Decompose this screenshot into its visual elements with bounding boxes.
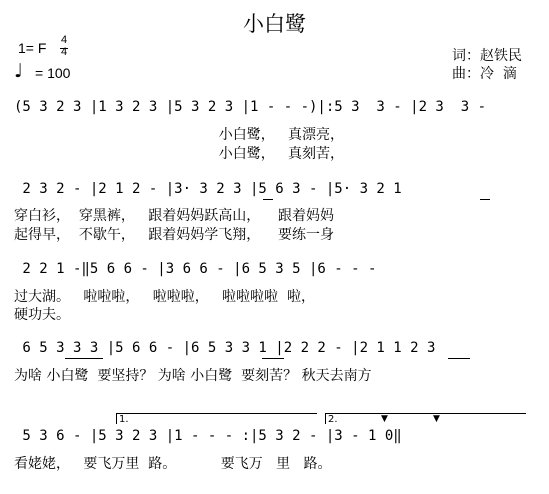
- composer-credit: 曲：冷 滴: [452, 66, 517, 82]
- notation-line-3: 2 2 1 -‖5 6 6 - |3 6 6 - |6 5 3 5 |6 - - -: [14, 261, 385, 277]
- notation-line-1: (5 3 2 3 |1 3 2 3 |5 3 2 3 |1 - - -)|:5 3 3 - |2 3 3 -: [14, 99, 495, 115]
- underline-beam: [480, 199, 490, 200]
- underline-beam: [262, 358, 284, 359]
- time-signature-top: 4: [61, 34, 68, 46]
- lyrics-line-2a: 穿白衫， 穿黑裤， 跟着妈妈跃高山， 跟着妈妈: [14, 208, 335, 224]
- first-ending-bracket: [116, 413, 317, 424]
- lyrics-line-1a: 小白鹭， 真漂亮，: [14, 127, 345, 143]
- accent-mark: ▼: [433, 414, 440, 424]
- lyrics-line-4: 为啥 小白鹭 要坚持？ 为啥 小白鹭 要刻苦？ 秋天去南方: [14, 368, 372, 384]
- underline-beam: [65, 358, 103, 359]
- lyricist-credit: 词：赵铁民: [452, 48, 522, 64]
- second-ending-bracket: [325, 413, 526, 424]
- lyrics-line-2b: 起得早， 不歇午， 跟着妈妈学飞翔， 要练一身: [14, 227, 335, 243]
- lyrics-line-5: 看姥姥， 要飞万里 路。 要飞万 里 路。: [14, 456, 332, 472]
- underline-beam: [448, 358, 470, 359]
- second-ending-label: 2.: [328, 414, 338, 425]
- accent-mark: ▼: [381, 414, 388, 424]
- notation-line-5: 5 3 6 - |5 3 2 3 |1 - - - :|5 3 2 - |3 - 1 0‖: [14, 428, 402, 444]
- notation-line-2: 2 3 2 - |2 1 2 - |3· 3 2 3 |5 6 3 - |5· 3 2 1: [14, 181, 411, 197]
- quarter-note-icon: ♩: [14, 60, 23, 82]
- lyrics-line-3b: 硬功夫。: [14, 307, 70, 323]
- lyrics-line-3a: 过大湖。 啦啦啦， 啦啦啦， 啦啦啦啦 啦，: [14, 289, 315, 305]
- first-ending-label: 1.: [119, 414, 129, 425]
- notation-line-4: 6 5 3 3 3 |5 6 6 - |6 5 3 3 1 |2 2 2 - |2 1 1 2 3: [14, 340, 444, 356]
- underline-beam: [263, 199, 273, 200]
- tempo-marking: = 100: [35, 65, 71, 81]
- time-signature-bottom: 4: [61, 46, 68, 58]
- key-signature: 1= F: [18, 40, 47, 56]
- lyrics-line-1b: 小白鹭， 真刻苦，: [14, 146, 345, 162]
- song-title: 小白鹭: [243, 12, 306, 36]
